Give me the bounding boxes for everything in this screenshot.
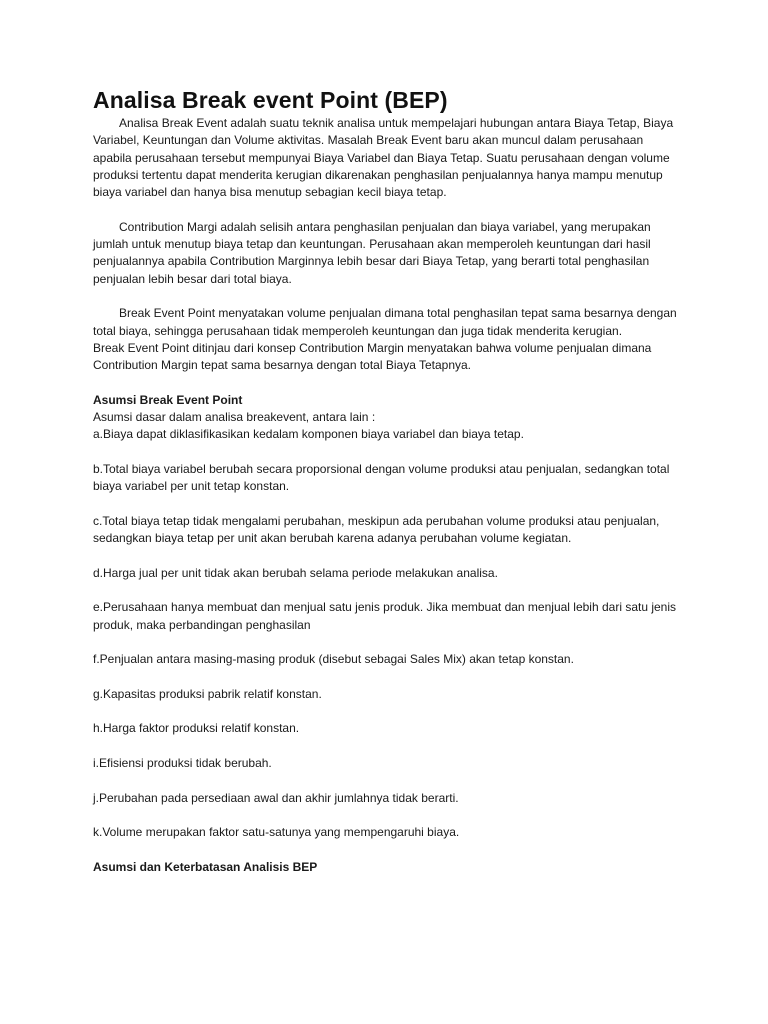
assumptions-list xyxy=(93,426,678,841)
page-title: Analisa Break event Point (BEP) xyxy=(93,87,448,113)
assumption-item: j.Perubahan pada persediaan awal dan akhir jumlahnya tidak berarti. xyxy=(93,790,459,805)
assumption-item: b.Total biaya variabel berubah secara proporsional dengan volume produksi atau penjualan, sedangkan total biaya variabel per unit tetap konstan. xyxy=(93,461,670,494)
section2-heading: Asumsi dan Keterbatasan Analisis BEP xyxy=(93,859,318,874)
bep-definition-paragraph: Break Event Point menyatakan volume penjualan dimana total penghasilan tepat sama besarnya dengan total biaya, sehingga perusahaan tidak memperoleh keuntungan dan juga tidak menderita kerugian. xyxy=(93,306,677,338)
assumptions-heading: Asumsi Break Event Point xyxy=(93,392,243,407)
assumption-item: k.Volume merupakan faktor satu-satunya yang mempengaruhi biaya. xyxy=(93,825,460,840)
assumption-item: f.Penjualan antara masing-masing produk (disebut sebagai Sales Mix) akan tetap konstan. xyxy=(93,652,574,667)
paragraph-gap xyxy=(93,201,678,218)
assumption-item: a.Biaya dapat diklasifikasikan kedalam komponen biaya variabel dan biaya tetap. xyxy=(93,427,524,442)
assumption-item: i.Efisiensi produksi tidak berubah. xyxy=(93,755,272,770)
assumption-item: g.Kapasitas produksi pabrik relatif konstan. xyxy=(93,686,322,701)
contribution-paragraph: Contribution Margi adalah selisih antara penghasilan penjualan dan biaya variabel, yang merupakan jumlah untuk menutup biaya tetap dan keuntungan. Perusahaan akan memperoleh keuntungan dari hasil penjualannya apabila Contribution Marginnya lebih besar dari Biaya Tetap, yang berarti total penghasilan penjualan lebih besar dari total biaya. xyxy=(93,219,651,286)
paragraph-gap xyxy=(93,288,678,305)
paragraph-gap xyxy=(93,374,678,391)
document-page xyxy=(93,86,678,876)
bep-contribution-paragraph: Break Event Point ditinjau dari konsep Contribution Margin menyatakan bahwa volume penjualan dimana Contribution Margin tepat sama besarnya dengan total Biaya Tetapnya. xyxy=(93,340,652,373)
assumption-item: h.Harga faktor produksi relatif konstan. xyxy=(93,721,300,736)
assumption-item: e.Perusahaan hanya membuat dan menjual satu jenis produk. Jika membuat dan menjual lebih dari satu jenis produk, maka perbandingan penghasilan xyxy=(93,600,677,632)
assumption-item: d.Harga jual per unit tidak akan berubah selama periode melakukan analisa. xyxy=(93,565,498,580)
assumptions-lead: Asumsi dasar dalam analisa breakevent, antara lain : xyxy=(93,410,376,425)
assumption-item: c.Total biaya tetap tidak mengalami perubahan, meskipun ada perubahan volume produksi atau penjualan, sedangkan biaya tetap per unit akan berubah karena adanya perubahan volume kegiatan. xyxy=(93,513,660,546)
intro-paragraph: Analisa Break Event adalah suatu teknik analisa untuk mempelajari hubungan antara Biaya Tetap, Biaya Variabel, Keuntungan dan Volume aktivitas. Masalah Break Event baru akan muncul dalam perusahaan apabila perusahaan tersebut mempunyai Biaya Variabel dan Biaya Tetap. Suatu perusahaan dengan volume produksi tertentu dapat menderita kerugian dikarenakan penghasilan penjualannya hanya mampu menutup biaya variabel dan hanya bisa menutup sebagian kecil biaya tetap. xyxy=(93,116,674,200)
